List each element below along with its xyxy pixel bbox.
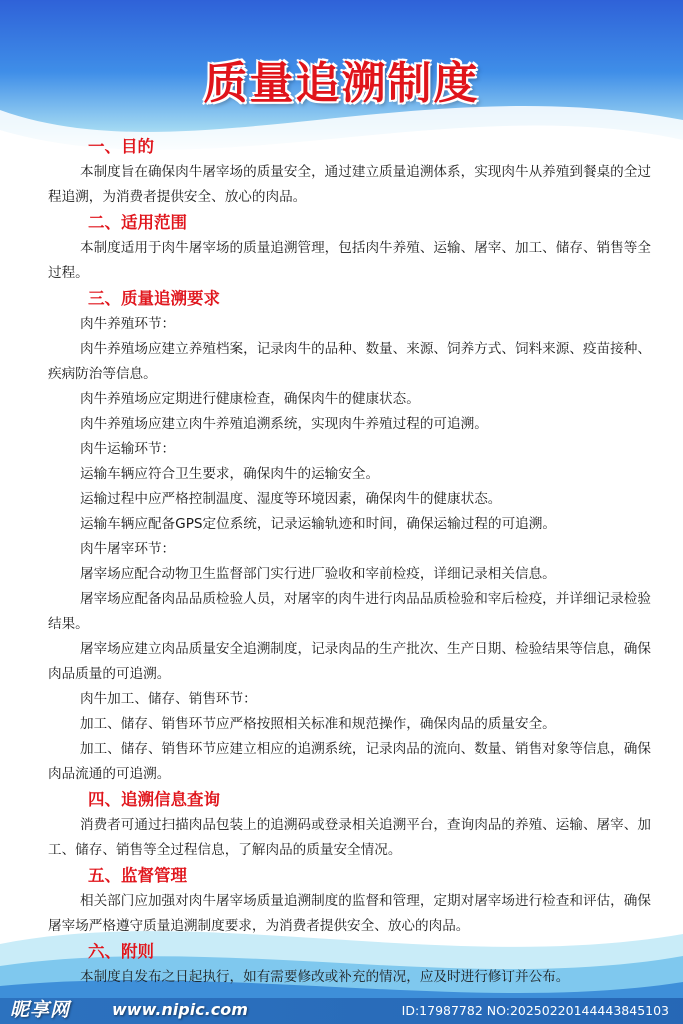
- paragraph: 肉牛养殖环节：: [80, 316, 176, 332]
- title-band: [0, 38, 683, 120]
- paragraph: 屠宰场应建立肉品质量安全追溯制度，记录肉品的生产批次、生产日期、检验结果等信息，确保肉品质量的可追溯。: [48, 641, 651, 682]
- document-body: [48, 126, 658, 990]
- section-purpose: [48, 134, 658, 210]
- paragraph: 肉牛养殖场应建立养殖档案，记录肉牛的品种、数量、来源、饲养方式、饲料来源、疫苗接种、疾病防治等信息。: [48, 341, 651, 382]
- paragraph: 屠宰场应配合动物卫生监督部门实行进厂验收和宰前检疫，详细记录相关信息。: [80, 566, 556, 582]
- section-heading: 五、监督管理: [88, 866, 187, 885]
- section-heading: 二、适用范围: [88, 213, 187, 232]
- paragraph: 肉牛养殖场应定期进行健康检查，确保肉牛的健康状态。: [80, 391, 420, 407]
- paragraph: 屠宰场应配备肉品品质检验人员，对屠宰的肉牛进行肉品品质检验和宰后检疫，并详细记录检验结果。: [48, 591, 651, 632]
- paragraph: 相关部门应加强对肉牛屠宰场质量追溯制度的监督和管理，定期对屠宰场进行检查和评估，确保屠宰场严格遵守质量追溯制度要求，为消费者提供安全、放心的肉品。: [48, 893, 651, 934]
- section-requirements: [48, 286, 658, 787]
- paragraph: 加工、储存、销售环节应建立相应的追溯系统，记录肉品的流向、数量、销售对象等信息，确保肉品流通的可追溯。: [48, 741, 651, 782]
- paragraph: 本制度适用于肉牛屠宰场的质量追溯管理，包括肉牛养殖、运输、屠宰、加工、储存、销售等全过程。: [48, 240, 651, 281]
- section-supplementary: [48, 939, 658, 990]
- paragraph: 肉牛养殖场应建立肉牛养殖追溯系统，实现肉牛养殖过程的可追溯。: [80, 416, 488, 432]
- paragraph: 加工、储存、销售环节应严格按照相关标准和规范操作，确保肉品的质量安全。: [80, 716, 556, 732]
- watermark-brand: 昵享网: [10, 999, 71, 1021]
- paragraph: 本制度旨在确保肉牛屠宰场的质量安全，通过建立质量追溯体系，实现肉牛从养殖到餐桌的全过程追溯，为消费者提供安全、放心的肉品。: [48, 164, 651, 205]
- section-heading: 三、质量追溯要求: [88, 289, 220, 308]
- paragraph: 肉牛屠宰环节：: [80, 541, 176, 557]
- page-title: 质量追溯制度: [203, 58, 480, 109]
- paragraph: 运输过程中应严格控制温度、湿度等环境因素，确保肉牛的健康状态。: [80, 491, 502, 507]
- section-heading: 四、追溯信息查询: [88, 790, 220, 809]
- paragraph: 本制度自发布之日起执行，如有需要修改或补充的情况，应及时进行修订并公布。: [80, 969, 570, 985]
- paragraph: 运输车辆应符合卫生要求，确保肉牛的运输安全。: [80, 466, 380, 482]
- paragraph: 运输车辆应配备GPS定位系统，记录运输轨迹和时间，确保运输过程的可追溯。: [80, 516, 556, 532]
- paragraph: 肉牛加工、储存、销售环节：: [80, 691, 257, 707]
- section-heading: 六、附则: [88, 942, 154, 961]
- section-query: [48, 787, 658, 863]
- section-heading: 一、目的: [88, 137, 154, 156]
- paragraph: 肉牛运输环节：: [80, 441, 176, 457]
- watermark-id: ID:17987782 NO:20250220144443845103: [401, 1003, 669, 1018]
- watermark-site: www.nipic.com: [112, 1000, 248, 1019]
- paragraph: 消费者可通过扫描肉品包装上的追溯码或登录相关追溯平台，查询肉品的养殖、运输、屠宰、加工、储存、销售等全过程信息，了解肉品的质量安全情况。: [48, 817, 651, 858]
- section-scope: [48, 210, 658, 286]
- section-supervision: [48, 863, 658, 939]
